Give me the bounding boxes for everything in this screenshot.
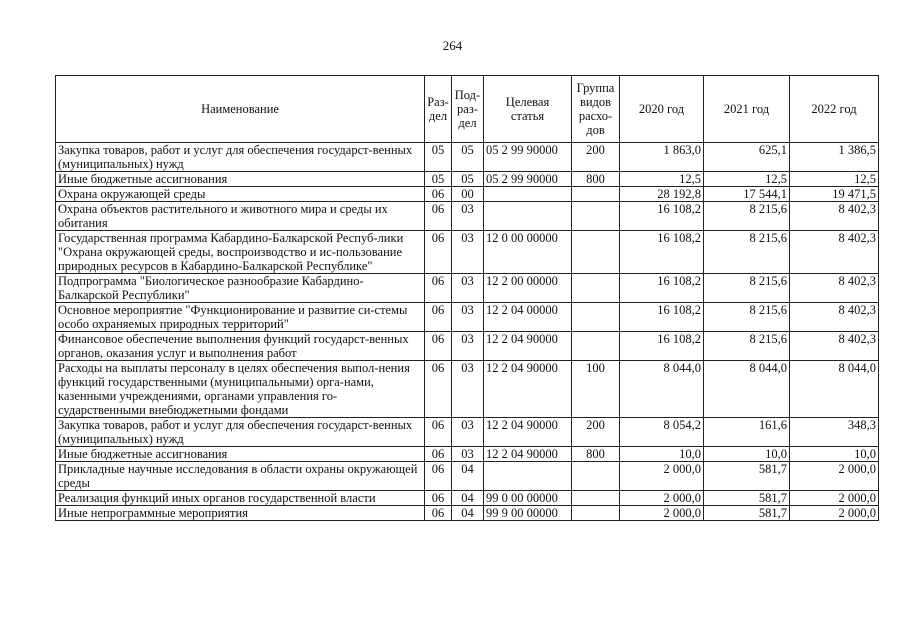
row-2022: 2 000,0 [790, 462, 879, 491]
row-2020: 16 108,2 [620, 303, 704, 332]
table-row [56, 491, 879, 506]
header-group [572, 76, 620, 143]
row-subsection: 03 [452, 231, 484, 274]
row-2020: 12,5 [620, 172, 704, 187]
row-2022: 8 402,3 [790, 303, 879, 332]
page-number: 264 [442, 38, 463, 53]
row-target: 05 2 99 90000 [484, 143, 572, 172]
row-target [484, 202, 572, 231]
row-2020: 2 000,0 [620, 462, 704, 491]
row-target: 99 9 00 00000 [484, 506, 572, 521]
row-section: 06 [425, 303, 452, 332]
header-name [56, 76, 425, 143]
row-group: 200 [572, 418, 620, 447]
row-target: 12 2 04 90000 [484, 447, 572, 462]
row-2021: 8 215,6 [704, 202, 790, 231]
row-name: Государственная программа Кабардино-Балкарской Респуб-лики "Охрана окружающей среды, воспроизводство и ис-пользование природных ресурсов в Кабардино-Балкарской Республике" [56, 231, 425, 274]
row-2021: 8 215,6 [704, 332, 790, 361]
row-name: Иные бюджетные ассигнования [56, 447, 425, 462]
row-2021: 581,7 [704, 491, 790, 506]
row-2020: 1 863,0 [620, 143, 704, 172]
row-target: 99 0 00 00000 [484, 491, 572, 506]
row-name: Прикладные научные исследования в области охраны окружающей среды [56, 462, 425, 491]
row-name: Финансовое обеспечение выполнения функций государст-венных органов, оказания услуг и выполнения работ [56, 332, 425, 361]
header-2021-text: 2021 год [723, 102, 770, 116]
row-2022: 8 402,3 [790, 332, 879, 361]
row-subsection: 03 [452, 274, 484, 303]
row-subsection: 05 [452, 172, 484, 187]
row-subsection: 04 [452, 506, 484, 521]
row-group [572, 491, 620, 506]
row-target [484, 462, 572, 491]
row-subsection: 03 [452, 303, 484, 332]
row-subsection: 03 [452, 361, 484, 418]
row-target: 12 2 04 90000 [484, 361, 572, 418]
header-target [484, 76, 572, 143]
row-target: 12 2 00 00000 [484, 274, 572, 303]
budget-table [55, 75, 879, 521]
row-2020: 8 054,2 [620, 418, 704, 447]
row-section: 06 [425, 187, 452, 202]
row-group [572, 462, 620, 491]
row-2020: 10,0 [620, 447, 704, 462]
row-subsection: 03 [452, 418, 484, 447]
row-2021: 8 215,6 [704, 303, 790, 332]
row-subsection: 00 [452, 187, 484, 202]
row-group: 800 [572, 172, 620, 187]
row-target: 05 2 99 90000 [484, 172, 572, 187]
row-group: 200 [572, 143, 620, 172]
row-section: 06 [425, 418, 452, 447]
row-2022: 8 402,3 [790, 274, 879, 303]
row-2020: 8 044,0 [620, 361, 704, 418]
table-row [56, 462, 879, 491]
table-row [56, 172, 879, 187]
row-2022: 19 471,5 [790, 187, 879, 202]
row-group: 100 [572, 361, 620, 418]
table-row [56, 361, 879, 418]
row-2022: 8 044,0 [790, 361, 879, 418]
row-2021: 161,6 [704, 418, 790, 447]
row-2022: 348,3 [790, 418, 879, 447]
row-2021: 8 215,6 [704, 274, 790, 303]
header-group-text: Группа видов расхо- дов [576, 81, 615, 137]
row-subsection: 05 [452, 143, 484, 172]
table-row [56, 274, 879, 303]
table-row [56, 202, 879, 231]
row-2020: 2 000,0 [620, 506, 704, 521]
row-target: 12 2 04 90000 [484, 418, 572, 447]
row-section: 06 [425, 506, 452, 521]
header-section-text: Раз- дел [427, 95, 449, 123]
row-group [572, 231, 620, 274]
row-name: Охрана объектов растительного и животного мира и среды их обитания [56, 202, 425, 231]
header-target-text: Целевая статья [505, 95, 550, 123]
row-2020: 16 108,2 [620, 231, 704, 274]
row-name: Закупка товаров, работ и услуг для обеспечения государст-венных (муниципальных) нужд [56, 418, 425, 447]
row-2020: 16 108,2 [620, 274, 704, 303]
table-row [56, 231, 879, 274]
header-subsection [452, 76, 484, 143]
row-name: Подпрограмма "Биологическое разнообразие Кабардино-Балкарской Республики" [56, 274, 425, 303]
row-section: 06 [425, 202, 452, 231]
table-row [56, 447, 879, 462]
row-2021: 581,7 [704, 506, 790, 521]
table-row [56, 332, 879, 361]
row-name: Иные непрограммные мероприятия [56, 506, 425, 521]
row-target: 12 0 00 00000 [484, 231, 572, 274]
row-2022: 10,0 [790, 447, 879, 462]
row-group [572, 187, 620, 202]
row-group [572, 332, 620, 361]
row-target [484, 187, 572, 202]
row-section: 06 [425, 462, 452, 491]
row-section: 06 [425, 361, 452, 418]
row-subsection: 03 [452, 202, 484, 231]
row-2022: 8 402,3 [790, 202, 879, 231]
row-section: 06 [425, 447, 452, 462]
header-row [56, 76, 879, 143]
header-2020 [620, 76, 704, 143]
header-subsection-text: Под- раз- дел [454, 88, 481, 130]
table-row [56, 143, 879, 172]
row-2021: 581,7 [704, 462, 790, 491]
row-name: Основное мероприятие "Функционирование и развитие си-стемы особо охраняемых природных территорий" [56, 303, 425, 332]
row-target: 12 2 04 00000 [484, 303, 572, 332]
row-2022: 2 000,0 [790, 491, 879, 506]
row-section: 05 [425, 172, 452, 187]
row-2020: 28 192,8 [620, 187, 704, 202]
row-2021: 625,1 [704, 143, 790, 172]
row-section: 06 [425, 332, 452, 361]
row-section: 06 [425, 491, 452, 506]
header-2022 [790, 76, 879, 143]
table-row [56, 418, 879, 447]
header-2022-text: 2022 год [811, 102, 857, 116]
row-2022: 8 402,3 [790, 231, 879, 274]
row-subsection: 03 [452, 332, 484, 361]
row-2021: 10,0 [704, 447, 790, 462]
row-2020: 2 000,0 [620, 491, 704, 506]
header-2021 [704, 76, 790, 143]
row-name: Иные бюджетные ассигнования [56, 172, 425, 187]
row-2020: 16 108,2 [620, 202, 704, 231]
row-group [572, 303, 620, 332]
row-section: 05 [425, 143, 452, 172]
row-2021: 12,5 [704, 172, 790, 187]
header-name-text: Наименование [201, 102, 279, 116]
row-2021: 8 044,0 [704, 361, 790, 418]
row-subsection: 04 [452, 491, 484, 506]
row-2020: 16 108,2 [620, 332, 704, 361]
row-group [572, 506, 620, 521]
row-group [572, 202, 620, 231]
header-section [425, 76, 452, 143]
row-2021: 8 215,6 [704, 231, 790, 274]
row-name: Охрана окружающей среды [56, 187, 425, 202]
row-group: 800 [572, 447, 620, 462]
table-row [56, 303, 879, 332]
row-group [572, 274, 620, 303]
row-2022: 12,5 [790, 172, 879, 187]
row-name: Закупка товаров, работ и услуг для обеспечения государст-венных (муниципальных) нужд [56, 143, 425, 172]
row-subsection: 04 [452, 462, 484, 491]
header-2020-text: 2020 год [638, 102, 685, 116]
row-target: 12 2 04 90000 [484, 332, 572, 361]
row-section: 06 [425, 274, 452, 303]
row-name: Реализация функций иных органов государственной власти [56, 491, 425, 506]
table-row [56, 506, 879, 521]
table-row [56, 187, 879, 202]
row-2022: 2 000,0 [790, 506, 879, 521]
row-subsection: 03 [452, 447, 484, 462]
row-section: 06 [425, 231, 452, 274]
row-2021: 17 544,1 [704, 187, 790, 202]
row-name: Расходы на выплаты персоналу в целях обеспечения выпол-нения функций государственными (муниципальными) орга-нами, казенными учреждениями, органами управления го-сударственными внебюджетными фондами [56, 361, 425, 418]
row-2022: 1 386,5 [790, 143, 879, 172]
